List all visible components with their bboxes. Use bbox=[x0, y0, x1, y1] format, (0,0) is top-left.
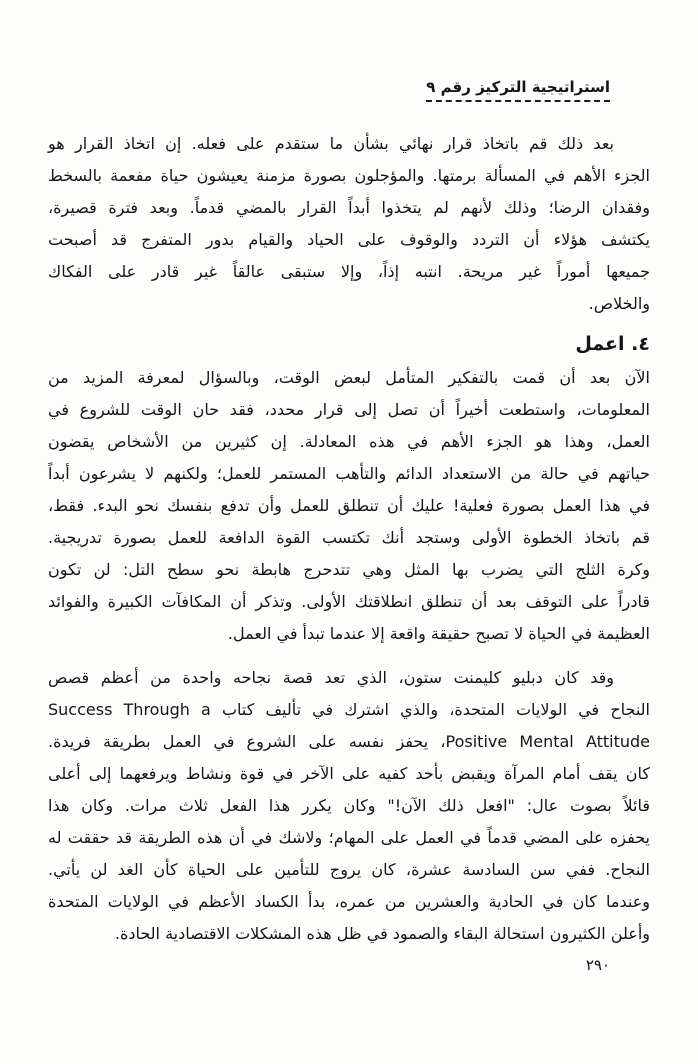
text-line: العظيمة في الحياة لا تصبح حقيقة واقعة إلا عندما تبدأ في العمل. bbox=[227, 624, 650, 643]
section-heading: ٤. اعمل bbox=[575, 333, 650, 355]
text-line: النجاح في الولايات المتحدة، والذي اشترك في تأليف كتاب Success Through a bbox=[48, 700, 650, 719]
text-line: والخلاص. bbox=[588, 294, 650, 313]
body-text bbox=[48, 128, 650, 950]
paragraph-1 bbox=[48, 128, 650, 320]
paragraph-2 bbox=[48, 362, 650, 650]
text-line: قم باتخاذ الخطوة الأولى وستجد أنك تكتسب القوة الدافعة للعمل بصورة تدريجية. bbox=[48, 528, 650, 547]
text-line: وعندما كان في الحادية والعشرين من عمره، بدأ الكساد الأعظم في الولايات المتحدة bbox=[48, 892, 650, 911]
text-line: قائلاً بصوت عال: "افعل ذلك الآن!" وكان يكرر هذا الفعل ثلاث مرات. وكان هذا bbox=[48, 796, 650, 815]
text-line: حياتهم في حالة من الاستعداد الدائم والتأهب المستمر للعمل؛ ولكنهم لا يشرعون أبداً bbox=[48, 464, 650, 483]
text-line: Positive Mental Attitude، يحفز نفسه على الشروع في العمل بطريقة فريدة. bbox=[48, 732, 651, 751]
text-line: النجاح. ففي سن السادسة عشرة، كان يروج للتأمين على الحياة كأن الغد لن يأتي. bbox=[48, 860, 650, 879]
text-line: العمل، وهذا هو الجزء الأهم في هذه المعادلة. إن كثيرين من الأشخاص يقضون bbox=[48, 432, 650, 451]
text-line: الآن بعد أن قمت بالتفكير المتأمل لبعض الوقت، وبالسؤال لمعرفة المزيد من bbox=[48, 368, 650, 387]
text-line: كان يقف أمام المرآة ويقبض بأحد كفيه على الآخر في قوة ونشاط ويرفعهما إلى أعلى bbox=[48, 764, 650, 783]
text-line: يكتشف هؤلاء أن التردد والوقوف على الحياد والقيام بدور المتفرج قد أصبحت bbox=[48, 230, 650, 249]
text-line: قادراً على التوقف بعد أن تنطلق انطلاقتك الأولى. وتذكر أن المكافآت الكبيرة والفوائد bbox=[48, 592, 650, 611]
text-line: جميعها أموراً غير مريحة. انتبه إذاً، وإلا ستبقى عالقاً غير قادر على الفكاك bbox=[48, 262, 650, 281]
text-line: وأعلن الكثيرون استحالة البقاء والصمود في ظل هذه المشكلات الاقتصادية الحادة. bbox=[114, 924, 650, 943]
text-line: وكرة الثلج التي يضرب بها المثل وهي تتدحرج هابطة نحو سطح التل: لن تكون bbox=[48, 560, 650, 579]
text-line: المعلومات، واستطعت أخيراً أن تصل إلى قرار محدد، فقد حان الوقت للشروع في bbox=[48, 400, 650, 419]
text-line: وفقدان الرضا؛ وذلك لأنهم لم يتخذوا أبداً القرار بالمضي قدماً. وبعد فترة قصيرة، bbox=[48, 198, 650, 217]
text-line: وقد كان دبليو كليمنت ستون، الذي تعد قصة نجاحه واحدة من أعظم قصص bbox=[48, 668, 614, 687]
chapter-title: استراتيجية التركيز رقم ٩ bbox=[426, 78, 610, 96]
page-number: ٢٩٠ bbox=[585, 956, 610, 974]
text-line: الجزء الأهم في المسألة برمتها. والمؤجلون بصورة مزمنة يعيشون حياة مفعمة بالسخط bbox=[48, 166, 650, 185]
text-line: بعد ذلك قم باتخاذ قرار نهائي بشأن ما ستقدم على فعله. إن اتخاذ القرار هو bbox=[48, 134, 614, 153]
text-line: يحفزه على المضي قدماً في العمل على المهام؛ ولاشك في أن هذه الطريقة قد حققت له bbox=[48, 828, 650, 847]
running-header bbox=[426, 78, 610, 102]
text-line: في هذا العمل بصورة فعلية! عليك أن تنطلق للعمل وأن تدفع بنفسك نحو البدء. فقط، bbox=[48, 496, 650, 515]
paragraph-3 bbox=[48, 662, 650, 950]
